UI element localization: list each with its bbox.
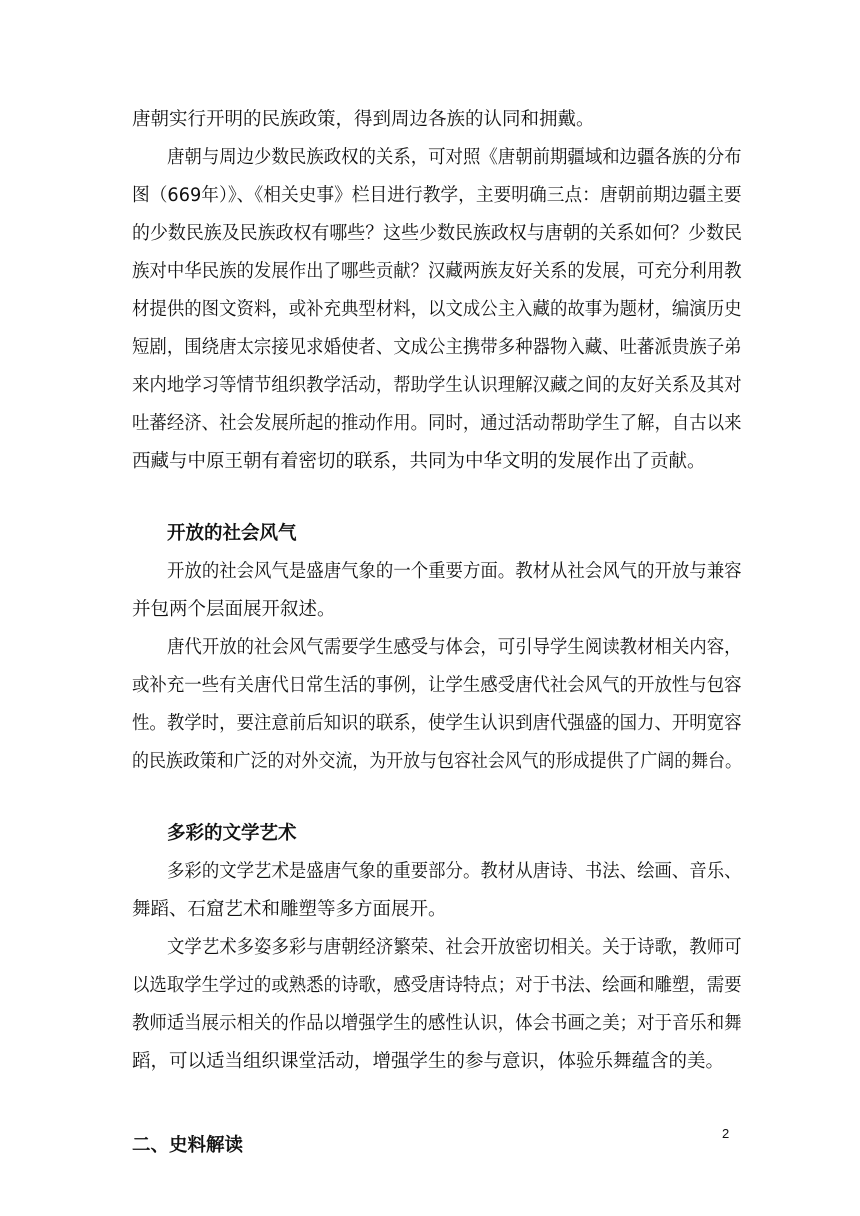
paragraph-line: 并包两个层面展开叙述。 — [132, 599, 336, 620]
paragraph-line: 短剧，围绕唐太宗接见求婚使者、文成公主携带多种器物入藏、吐蕃派贵族子弟 — [132, 337, 742, 358]
paragraph-line: 开放的社会风气是盛唐气象的一个重要方面。教材从社会风气的开放与兼容 — [167, 561, 742, 582]
paragraph-line: 舞蹈、石窟艺术和雕塑等多方面展开。 — [132, 899, 447, 920]
paragraph-line: 蹈，可以适当组织课堂活动，增强学生的参与意识，体验乐舞蕴含的美。 — [132, 1051, 725, 1072]
paragraph-line: 多彩的文学艺术是盛唐气象的重要部分。教材从唐诗、书法、绘画、音乐、 — [167, 861, 742, 882]
paragraph-line: 西藏与中原王朝有着密切的联系，共同为中华文明的发展作出了贡献。 — [132, 451, 706, 472]
paragraph-line: 文学艺术多姿多彩与唐朝经济繁荣、社会开放密切相关。关于诗歌，教师可 — [167, 937, 742, 958]
paragraph-line: 唐朝实行开明的民族政策，得到周边各族的认同和拥戴。 — [132, 109, 595, 130]
paragraph-line: 的少数民族及民族政权有哪些？这些少数民族政权与唐朝的关系如何？少数民 — [132, 223, 743, 244]
paragraph-line: 吐蕃经济、社会发展所起的推动作用。同时，通过活动帮助学生了解，自古以来 — [132, 413, 742, 434]
paragraph-line: 族对中华民族的发展作出了哪些贡献？汉藏两族友好关系的发展，可充分利用教 — [132, 261, 742, 282]
paragraph-line: 唐朝与周边少数民族政权的关系，可对照《唐朝前期疆域和边疆各族的分布 — [167, 147, 742, 168]
paragraph-line: 来内地学习等情节组织教学活动，帮助学生认识理解汉藏之间的友好关系及其对 — [132, 375, 742, 396]
paragraph-line: 性。教学时，要注意前后知识的联系，使学生认识到唐代强盛的国力、开明宽容 — [132, 713, 742, 734]
paragraph-line: 唐代开放的社会风气需要学生感受与体会，可引导学生阅读教材相关内容， — [167, 637, 742, 658]
section-heading: 开放的社会风气 — [167, 523, 297, 544]
paragraph-line: 以选取学生学过的或熟悉的诗歌，感受唐诗特点；对于书法、绘画和雕塑，需要 — [132, 975, 742, 996]
paragraph-line: 或补充一些有关唐代日常生活的事例，让学生感受唐代社会风气的开放性与包容 — [132, 675, 742, 696]
paragraph-line: 材提供的图文资料，或补充典型材料，以文成公主入藏的故事为题材，编演历史 — [132, 299, 742, 320]
page-number: 2 — [722, 1126, 730, 1141]
paragraph-line: 图（669年）》、《相关史事》栏目进行教学，主要明确三点：唐朝前期边疆主要 — [132, 185, 742, 206]
section-heading: 多彩的文学艺术 — [167, 823, 297, 844]
paragraph-line: 教师适当展示相关的作品以增强学生的感性认识，体会书画之美；对于音乐和舞 — [132, 1013, 742, 1034]
major-section-heading: 二、史料解读 — [132, 1135, 244, 1156]
paragraph-line: 的民族政策和广泛的对外交流，为开放与包容社会风气的形成提供了广阔的舞台。 — [132, 751, 743, 772]
